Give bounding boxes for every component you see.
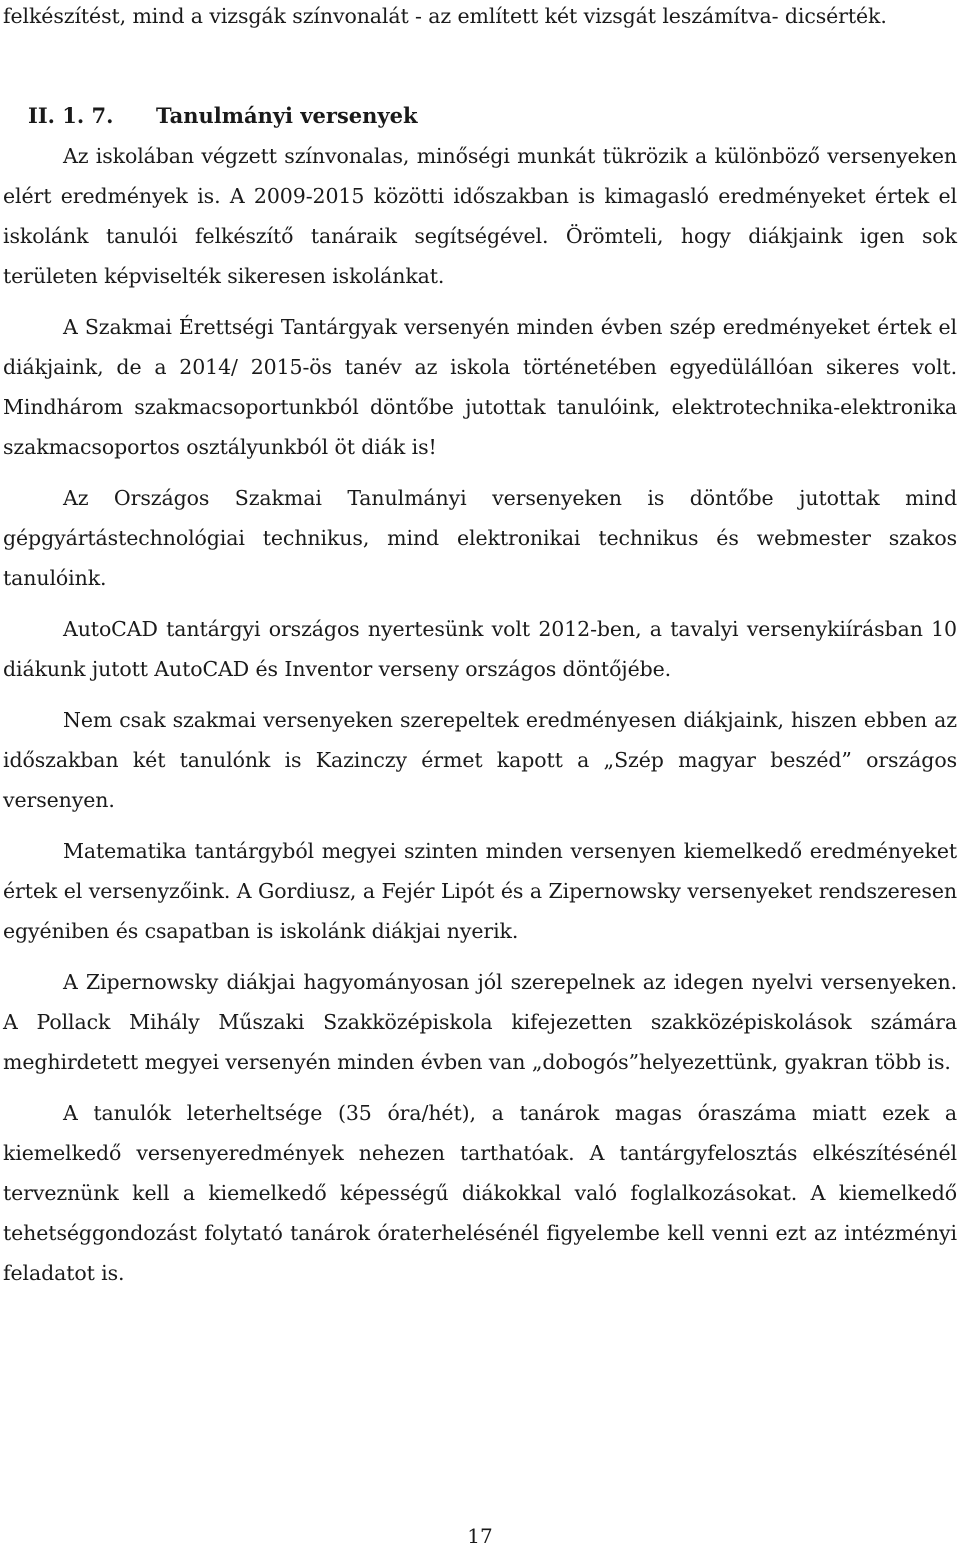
body-text-block bbox=[3, 136, 957, 1293]
paragraph: AutoCAD tantárgyi országos nyertesünk volt 2012-ben, a tavalyi versenykiírásban 10 diákunk jutott AutoCAD és Inventor verseny országos döntőjébe. bbox=[3, 617, 957, 681]
section-number: II. 1. 7. bbox=[28, 103, 114, 128]
page-number: 17 bbox=[467, 1524, 493, 1548]
top-text-block bbox=[3, 0, 957, 36]
paragraph: Matematika tantárgyból megyei szinten minden versenyen kiemelkedő eredményeket értek el versenyzőink. A Gordiusz, a Fejér Lipót és a Zipernowsky versenyeket rendszeresen egyéniben és csapatban is iskolánk diákjai nyerik. bbox=[3, 839, 957, 943]
paragraph: A Zipernowsky diákjai hagyományosan jól szerepelnek az idegen nyelvi versenyeken. A Pollack Mihály Műszaki Szakközépiskola kifejezetten szakközépiskolások számára meghirdetett megyei versenyén minden évben van „dobogós”helyezettünk, gyakran több is. bbox=[3, 970, 957, 1074]
carryover-paragraph: felkészítést, mind a vizsgák színvonalát - az említett két vizsgát leszámítva- dicsérték. bbox=[3, 4, 887, 28]
section-heading bbox=[28, 96, 418, 136]
paragraph: Az iskolában végzett színvonalas, minőségi munkát tükrözik a különböző versenyeken elért eredmények is. A 2009-2015 közötti időszakban is kimagasló eredményeket értek el iskolánk tanulói felkészítő tanáraik segítségével. Örömteli, hogy diákjaink igen sok területen képviselték sikeresen iskolánkat. bbox=[3, 144, 957, 288]
paragraph: Az Országos Szakmai Tanulmányi versenyeken is döntőbe jutottak mind gépgyártástechnológiai technikus, mind elektronikai technikus és webmester szakos tanulóink. bbox=[3, 486, 957, 590]
section-title: Tanulmányi versenyek bbox=[156, 103, 418, 128]
paragraph: A tanulók leterheltsége (35 óra/hét), a tanárok magas óraszáma miatt ezek a kiemelkedő versenyeredmények nehezen tarthatóak. A tantárgyfelosztás elkészítésénél terveznünk kell a kiemelkedő képességű diákokkal való foglalkozásokat. A kiemelkedő tehetséggondozást folytató tanárok óraterhelésénél figyelembe kell venni ezt az intézményi feladatot is. bbox=[3, 1101, 957, 1285]
paragraph: A Szakmai Érettségi Tantárgyak versenyén minden évben szép eredményeket értek el diákjaink, de a 2014/ 2015-ös tanév az iskola történetében egyedülállóan sikeres volt. Mindhárom szakmacsoportunkból döntőbe jutottak tanulóink, elektrotechnika-elektronika szakmacsoportos osztályunkból öt diák is! bbox=[3, 315, 957, 459]
paragraph: Nem csak szakmai versenyeken szerepeltek eredményesen diákjaink, hiszen ebben az időszakban két tanulónk is Kazinczy érmet kapott a „Szép magyar beszéd” országos versenyen. bbox=[3, 708, 957, 812]
